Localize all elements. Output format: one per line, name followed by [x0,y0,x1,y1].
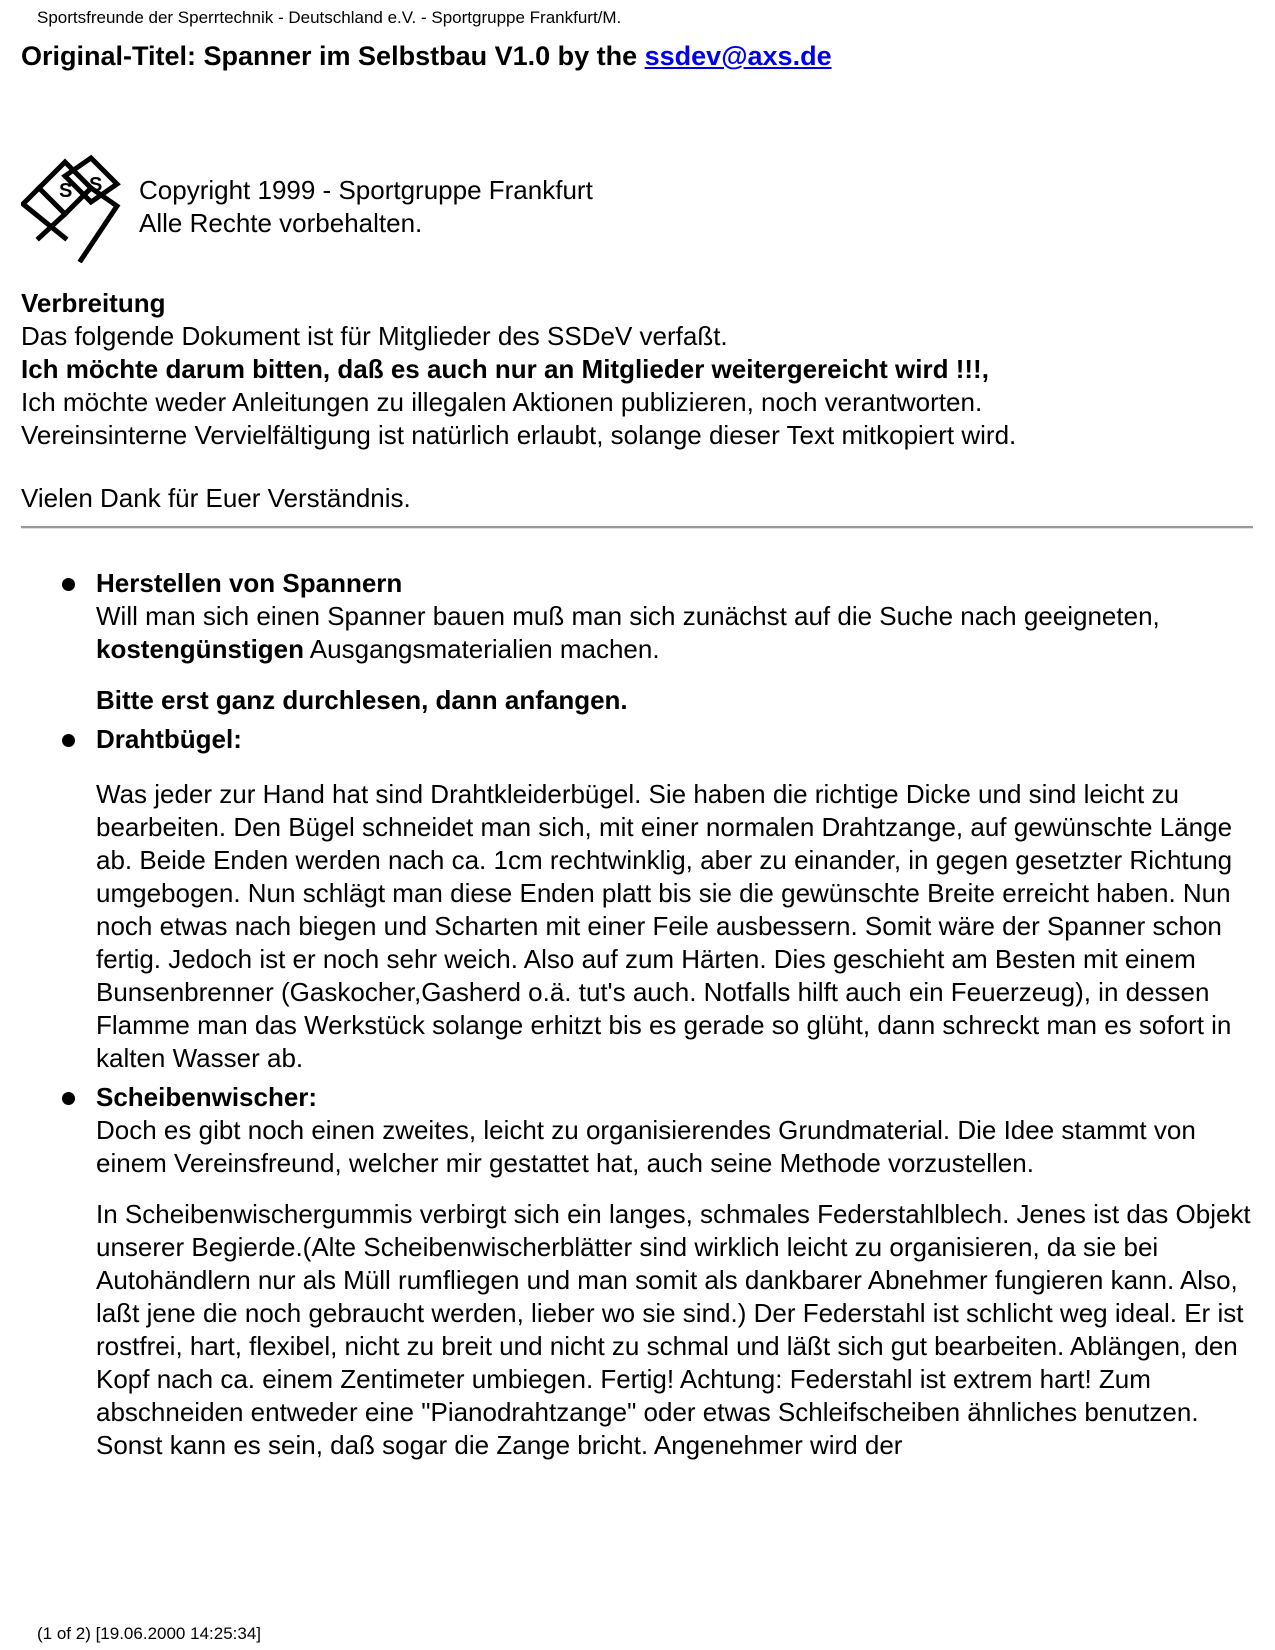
logo-letter-left: S [59,180,73,202]
title-text: Original-Titel: Spanner im Selbstbau V1.0 by the [21,41,645,71]
bullet-icon [62,1092,75,1105]
distribution-heading: Verbreitung [21,288,166,318]
section-title: Scheibenwischer: [96,1082,318,1112]
section-note: Bitte erst ganz durchlesen, dann anfangen. [96,685,628,715]
bullet-icon [62,578,75,591]
list-item-scheibenwischer [96,1081,1253,1462]
bullet-icon [62,734,75,747]
rights-line: Alle Rechte vorbehalten. [139,208,423,238]
print-header: Sportsfreunde der Sperrtechnik - Deutschland e.V. - Sportgruppe Frankfurt/M. [37,8,622,27]
horizontal-rule [21,526,1253,529]
print-footer: (1 of 2) [19.06.2000 14:25:34] [37,1624,262,1643]
paragraph-text: Will man sich einen Spanner bauen muß man sich zunächst auf die Suche nach geeigneten, [96,601,1160,631]
copyright-block [21,74,1253,238]
ssdev-logo-icon [21,148,136,263]
document-body [21,38,1253,1462]
list-item-herstellen [96,567,1253,717]
paragraph-text: Ausgangsmaterialien machen. [304,634,660,664]
copyright-text [139,174,593,240]
distribution-line-1: Das folgende Dokument ist für Mitglieder des SSDeV verfaßt. [21,321,728,351]
page-title [21,38,1253,74]
section-paragraph: Was jeder zur Hand hat sind Drahtkleiderbügel. Sie haben die richtige Dicke und sind leicht zu bearbeiten. Den Bügel schneidet man sich, mit einer normalen Drahtzange, auf gewünschte Länge ab. Beide Enden werden nach ca. 1cm rechtwinklig, aber zu einander, in gegen gesetzter Richtung umgebogen. Nun schlägt man diese Enden platt bis sie die gewünschte Breite erreicht haben. Nun noch etwas nach biegen und Scharten mit einer Feile ausbessern. Somit wäre der Spanner schon fertig. Jedoch ist er noch sehr weich. Also auf zum Härten. Dies geschieht am Besten mit einem Bunsenbrenner (Gaskocher,Gasherd o.ä. tut's auch. Notfalls hilft auch ein Feuerzeug), in dessen Flamme man das Werkstück solange erhitzt bis es gerade so glüht, dann schreckt man es sofort in kalten Wasser ab. [96,779,1233,1073]
thanks-line: Vielen Dank für Euer Verständnis. [21,483,411,513]
distribution-line-4: Vereinsinterne Vervielfältigung ist natürlich erlaubt, solange dieser Text mitkopiert wird. [21,420,1017,450]
section-title: Drahtbügel: [96,724,242,754]
section-paragraph: In Scheibenwischergummis verbirgt sich ein langes, schmales Federstahlblech. Jenes ist das Objekt unserer Begierde.(Alte Scheibenwischerblätter sind wirklich leicht zu organisieren, da sie bei Autohändlern nur als Müll rumfliegen und man somit als dankbarer Abnehmer fungieren kann. Also, laßt jene die noch gebraucht werden, lieber wo sie sind.) Der Federstahl ist schlicht weg ideal. Er ist rostfrei, hart, flexibel, nicht zu breit und nicht zu schmal und läßt sich gut bearbeiten. Ablängen, den Kopf nach ca. einem Zentimeter umbiegen. Fertig! Achtung: Federstahl ist extrem hart! Zum abschneiden entweder eine "Pianodrahtzange" oder etwas Schleifscheiben ähnliches benutzen. Sonst kann es sein, daß sogar die Zange bricht. Angenehmer wird der [96,1199,1251,1460]
list-item-drahtbuegel [96,723,1253,1075]
distribution-section [21,287,1253,515]
copyright-line: Copyright 1999 - Sportgruppe Frankfurt [139,175,593,205]
logo-letter-right: S [89,174,103,196]
email-link[interactable]: ssdev@axs.de [644,41,832,71]
section-title: Herstellen von Spannern [96,568,403,598]
distribution-line-2: Ich möchte darum bitten, daß es auch nur an Mitglieder weitergereicht wird !!!, [21,354,989,384]
section-paragraph: Doch es gibt noch einen zweites, leicht zu organisierendes Grundmaterial. Die Idee stammt von einem Vereinsfreund, welcher mir gestattet hat, auch seine Methode vorzustellen. [96,1115,1196,1178]
paragraph-emphasis: kostengünstigen [96,634,305,664]
section-list [21,567,1253,1462]
section-paragraph [96,600,1253,666]
distribution-line-3: Ich möchte weder Anleitungen zu illegalen Aktionen publizieren, noch verantworten. [21,387,983,417]
